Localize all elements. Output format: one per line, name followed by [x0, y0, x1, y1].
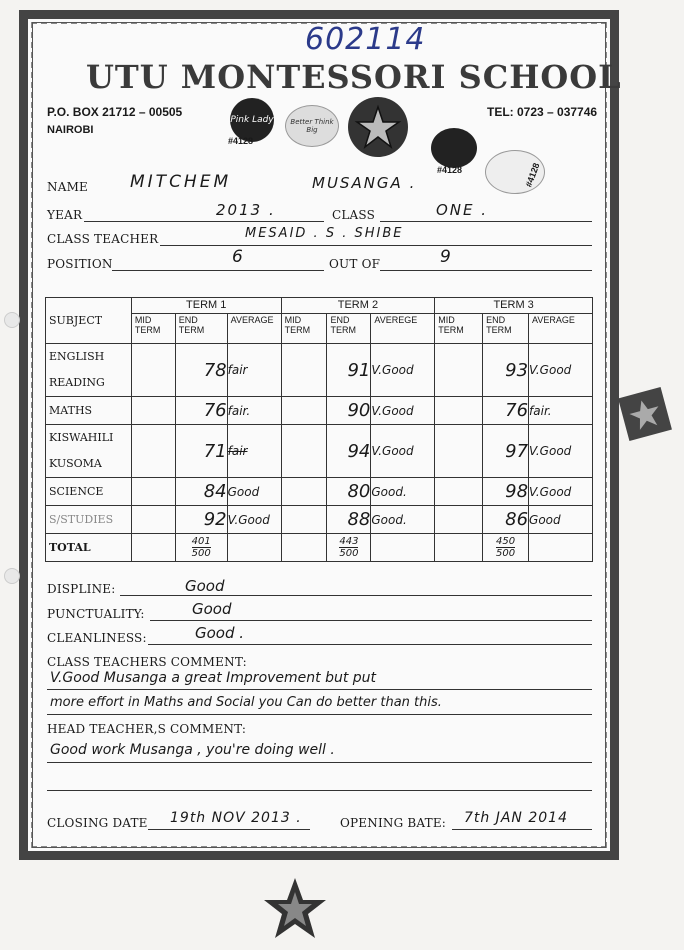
t2-end-header: END TERM — [327, 314, 371, 344]
t3-end-mark: 93 — [483, 344, 529, 397]
closing-date-value: 19th NOV 2013 . — [170, 810, 302, 826]
pink-lady-sticker-2 — [431, 128, 477, 168]
cleanliness-label: CLEANLINESS: — [47, 631, 147, 645]
t1-grade: Good — [227, 478, 281, 506]
opening-date-line — [452, 829, 592, 830]
t3-end-header: END TERM — [483, 314, 529, 344]
class-teacher-comment-line-1: V.Good Musanga a great Improvement but put — [50, 670, 377, 686]
name-label: NAME — [47, 180, 89, 194]
star-icon — [618, 387, 672, 441]
punch-hole-2 — [4, 568, 20, 584]
subject-sub-name: KUSOMA — [49, 457, 102, 470]
star-icon — [348, 97, 408, 157]
serial-number: 602114 — [305, 22, 426, 57]
t1-end-header: END TERM — [175, 314, 227, 344]
t1-mid-header: MID TERM — [131, 314, 175, 344]
t1-total-score: 401 — [191, 536, 211, 547]
class-teacher-line — [160, 245, 592, 246]
class-teacher-label: CLASS TEACHER — [47, 232, 159, 246]
t2-mid-header: MID TERM — [281, 314, 327, 344]
t2-total-max: 500 — [339, 548, 359, 559]
t2-end-mark: 80 — [327, 478, 371, 506]
t3-end-mark: 76 — [483, 397, 529, 425]
subject-header: SUBJECT — [46, 298, 132, 344]
closing-date-label: CLOSING DATE — [47, 816, 148, 830]
t1-end-mark: 92 — [175, 506, 227, 534]
cleanliness-line — [148, 644, 592, 645]
class-line — [380, 221, 592, 222]
t2-end-mark: 91 — [327, 344, 371, 397]
bottom-star-sticker — [262, 874, 328, 944]
out-of-label: OUT OF — [329, 257, 381, 271]
slogan-sticker — [285, 105, 339, 147]
position-value: 6 — [232, 247, 243, 267]
term-2-header: TERM 2 — [281, 298, 435, 314]
table-row — [46, 506, 593, 534]
t3-total-max: 500 — [496, 548, 516, 559]
t1-grade: V.Good — [227, 506, 281, 534]
year-line — [84, 221, 324, 222]
town: NAIROBI — [47, 124, 94, 136]
class-teacher-comment-line-2: more effort in Maths and Social you Can do better than this. — [50, 695, 442, 710]
t1-grade: fair. — [227, 397, 281, 425]
out-of-line — [380, 270, 592, 271]
discipline-value: Good — [185, 577, 225, 595]
punctuality-value: Good — [192, 600, 232, 618]
position-label: POSITION — [47, 257, 113, 271]
subject-name: S/STUDIES — [46, 506, 132, 534]
telephone: TEL: 0723 – 037746 — [487, 105, 598, 119]
discipline-label: DISPLINE: — [47, 582, 116, 596]
table-row — [46, 478, 593, 506]
out-of-value: 9 — [440, 247, 451, 267]
t2-total-score: 443 — [339, 536, 359, 547]
subject-name: KISWAHILI — [49, 431, 114, 444]
t3-mid-header: MID TERM — [435, 314, 483, 344]
t3-grade: fair. — [529, 397, 593, 425]
punctuality-line — [150, 620, 592, 621]
t2-grade: Good. — [371, 506, 435, 534]
sticker-brand: Pink Lady — [230, 115, 274, 125]
class-label: CLASS — [332, 208, 376, 222]
sticker-number-3: #4128 — [523, 161, 542, 189]
sticker-slogan: Better Think Big — [290, 118, 334, 134]
table-row — [46, 344, 593, 397]
opening-date-value: 7th JAN 2014 — [464, 810, 568, 826]
subject-name: ENGLISH — [49, 350, 105, 363]
class-teacher-comment-label: CLASS TEACHERS COMMENT: — [47, 655, 247, 669]
t1-end-mark: 84 — [175, 478, 227, 506]
t2-end-mark: 94 — [327, 425, 371, 478]
small-sticker — [618, 387, 672, 441]
punctuality-label: PUNCTUALITY: — [47, 607, 145, 621]
total-label: TOTAL — [46, 534, 132, 562]
comment-line-2 — [47, 714, 592, 715]
t3-total-score: 450 — [496, 536, 516, 547]
subject-name: SCIENCE — [46, 478, 132, 506]
comment-line-1 — [47, 689, 592, 690]
t1-end-mark: 76 — [175, 397, 227, 425]
class-value: ONE . — [436, 201, 489, 219]
t3-avg-header: AVERAGE — [529, 314, 593, 344]
position-line — [112, 270, 324, 271]
t2-end-mark: 88 — [327, 506, 371, 534]
t2-grade: Good. — [371, 478, 435, 506]
sticker-number-2: #4128 — [437, 165, 463, 175]
t3-grade: V.Good — [529, 478, 593, 506]
t3-grade: Good — [529, 506, 593, 534]
t1-end-mark: 71 — [175, 425, 227, 478]
star-sticker — [348, 97, 408, 157]
t1-end-mark: 78 — [175, 344, 227, 397]
subject-name: MATHS — [46, 397, 132, 425]
term-1-header: TERM 1 — [131, 298, 281, 314]
head-comment-line-1 — [47, 762, 592, 763]
class-teacher-value: MESAID . S . SHIBE — [245, 226, 404, 241]
t1-avg-header: AVERAGE — [227, 314, 281, 344]
total-row — [46, 534, 593, 562]
t2-grade: V.Good — [371, 397, 435, 425]
year-value: 2013 . — [216, 201, 276, 219]
marks-table — [45, 297, 593, 562]
sticker-number-1: #4128 — [228, 136, 254, 146]
head-comment-line-2 — [47, 790, 592, 791]
table-row — [46, 397, 593, 425]
head-teacher-comment-label: HEAD TEACHER,S COMMENT: — [47, 722, 247, 736]
t3-end-mark: 97 — [483, 425, 529, 478]
table-row — [46, 425, 593, 478]
t3-end-mark: 98 — [483, 478, 529, 506]
po-box: P.O. BOX 21712 – 00505 — [47, 105, 183, 119]
school-name: UTU MONTESSORI SCHOOL — [86, 58, 622, 96]
head-teacher-comment-line-1: Good work Musanga , you're doing well . — [50, 742, 335, 758]
t2-grade: V.Good — [371, 425, 435, 478]
t3-grade: V.Good — [529, 425, 593, 478]
punch-hole-1 — [4, 312, 20, 328]
subject-sub-name: READING — [49, 376, 105, 389]
t1-total-max: 500 — [191, 548, 211, 559]
student-first-name: MITCHEM — [130, 172, 232, 192]
discipline-line — [120, 595, 592, 596]
student-last-name: MUSANGA . — [312, 174, 417, 192]
term-3-header: TERM 3 — [435, 298, 593, 314]
t3-grade: V.Good — [529, 344, 593, 397]
closing-date-line — [148, 829, 310, 830]
t1-grade: fair — [227, 344, 281, 397]
t2-avg-header: AVEREGE — [371, 314, 435, 344]
cleanliness-value: Good . — [195, 624, 245, 642]
t3-end-mark: 86 — [483, 506, 529, 534]
t1-grade: fair — [227, 425, 281, 478]
t2-grade: V.Good — [371, 344, 435, 397]
t2-end-mark: 90 — [327, 397, 371, 425]
star-icon — [262, 874, 328, 944]
opening-date-label: OPENING BATE: — [340, 816, 447, 830]
year-label: YEAR — [47, 208, 83, 222]
